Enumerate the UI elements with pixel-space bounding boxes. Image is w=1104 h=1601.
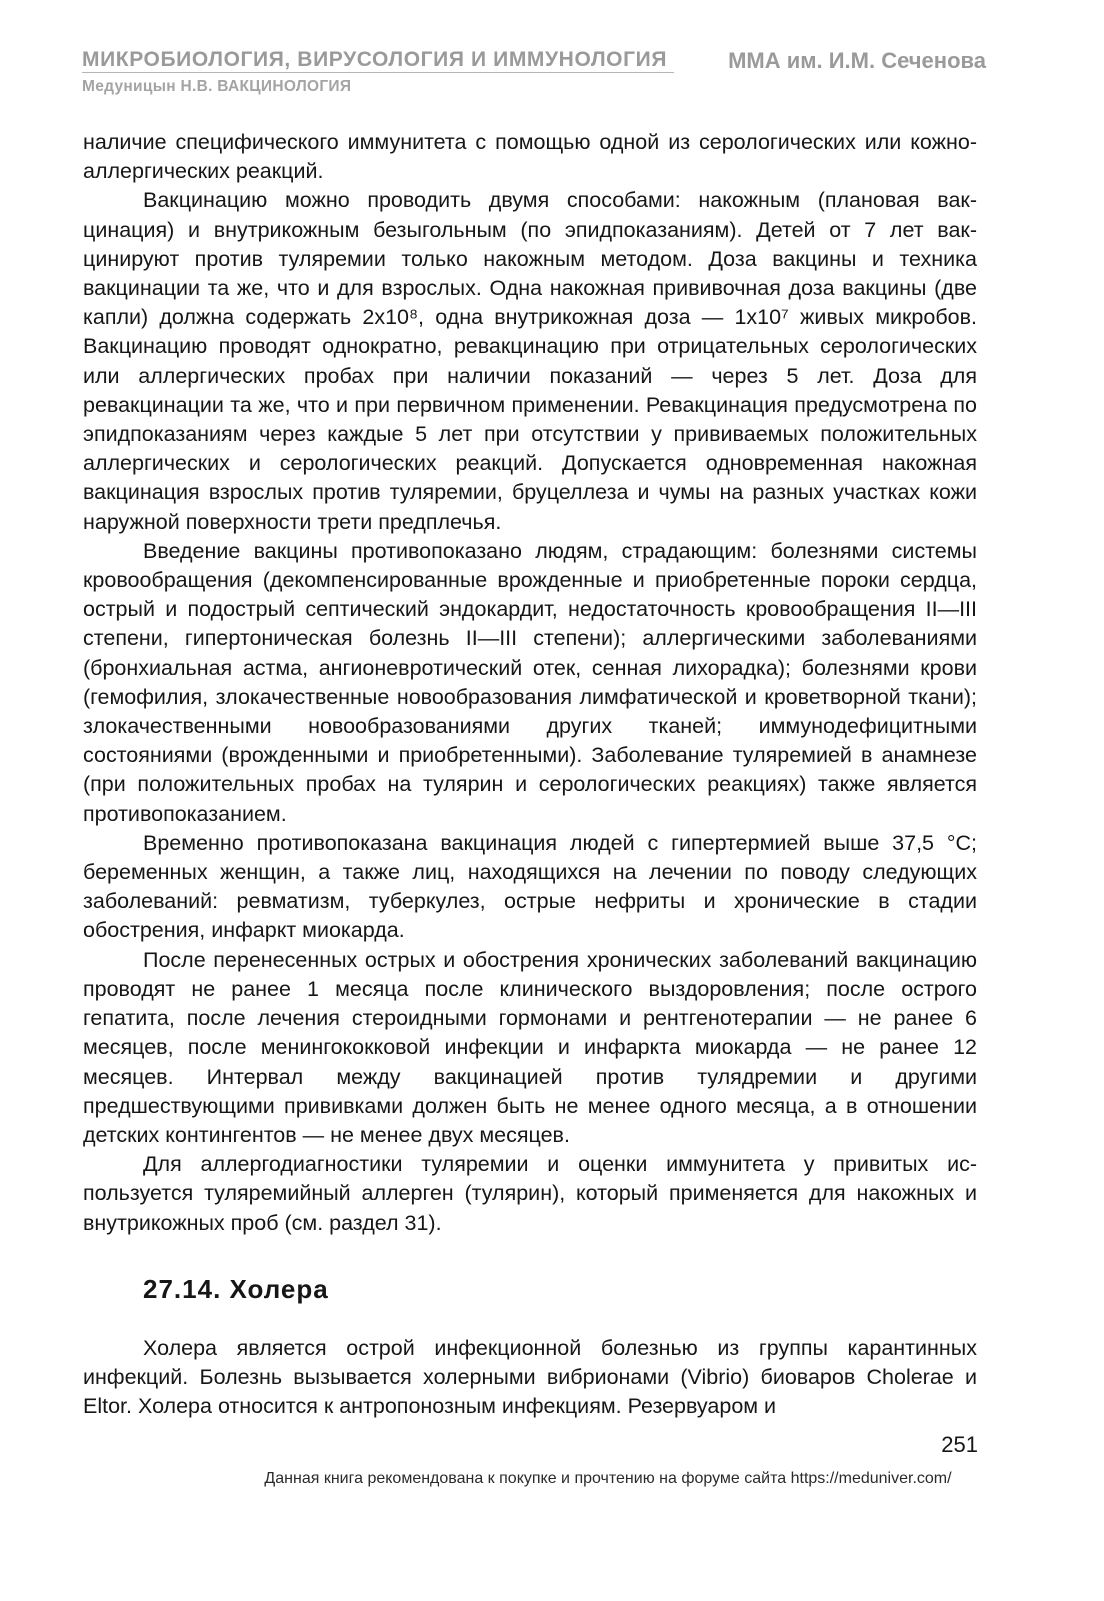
header-rule bbox=[82, 72, 674, 73]
section-heading: 27.14. Холера bbox=[143, 1274, 329, 1304]
page-number: 251 bbox=[941, 1432, 978, 1457]
paragraph: наличие специфического иммунитета с помощью одной из серологических или кожно-аллергических реакций. bbox=[83, 130, 977, 184]
header-title: МИКРОБИОЛОГИЯ, ВИРУСОЛОГИЯ И ИММУНОЛОГИЯ bbox=[82, 48, 668, 71]
body-text bbox=[83, 128, 977, 1238]
paragraph: После перенесенных острых и обострения хронических заболеваний вакцинацию проводят не ранее 1 месяца после клинического выздоровления; после острого гепатита, после лечения стероидными гормонами и рентгенотерапии — не ранее 6 месяцев, после менингококковой инфекции и инфаркта миокарда — не ранее 12 месяцев. Интервал между вакцинацией против тулядремии и другими предшествующими прививками должен быть не менее одного месяца, а в отношении детских контингентов — не менее двух месяцев. bbox=[83, 947, 977, 1147]
paragraph: Вакцинацию можно проводить двумя способами: накожным (плановая вакцинация) и внутрикожным безыгольным (по эпидпоказаниям). Детей от 7 лет вакцинируют против туляремии только накожным методом. Доза вакцины и техника вакцинации та же, что и для взрослых. Одна накожная прививочная доза вакцины (две капли) должна содержать 2х10⁸, одна внутрикожная доза — 1х10⁷ живых микробов. Вакцинацию проводят однократно, ревакцинацию при отрицательных серологических или аллергических пробах при наличии показаний — через 5 лет. Доза для ревакцинации та же, что и при первичном применении. Ревакцинация предусмотрена по эпидпоказаниям через каждые 5 лет при отсутствии у прививаемых положительных аллергических и серологических реакций. Допускается одновременная накожная вакцинация взрослых против туляремии, бруцеллеза и чумы на разных участках кожи наружной поверхности трети предплечья. bbox=[83, 188, 977, 534]
header-institution: ММА им. И.М. Сеченова bbox=[728, 48, 986, 73]
footer-note: Данная книга рекомендована к покупке и прочтению на форуме сайта https://meduniver.com/ bbox=[264, 1470, 952, 1487]
section-text bbox=[83, 1334, 977, 1422]
paragraph: Для аллергодиагностики туляремии и оценки иммунитета у привитых используется туляремийный аллерген (тулярин), который применяется для накожных и внутрикожных проб (см. раздел 31). bbox=[83, 1152, 977, 1235]
paragraph: Холера является острой инфекционной болезнью из группы карантинных инфекций. Болезнь вызывается холерными вибрионами (Vibrio) биоваров Cholerae и Eltor. Холера относится к антропонозным инфекциям. Резервуаром и bbox=[83, 1336, 977, 1419]
paragraph: Временно противопоказана вакцинация людей с гипертермией выше 37,5 °С; беременных женщин, а также лиц, находящихся на лечении по поводу следующих заболеваний: ревматизм, туберкулез, острые нефриты и хронические в стадии обострения, инфаркт миокарда. bbox=[83, 830, 977, 943]
paragraph: Введение вакцины противопоказано людям, страдающим: болезнями системы кровообращения (декомпенсированные врожденные и приобретенные пороки сердца, острый и подострый септический эндокардит, недостаточность кровообращения II—III степени, гипертоническая болезнь II—III степени); аллергическими заболеваниями (бронхиальная астма, ангионевротический отек, сенная лихорадка); болезнями крови (гемофилия, злокачественные новообразования лимфатической и кроветворной ткани); злокачественными новообразованиями других тканей; иммунодефицитными состояниями (врожденными и приобретенными). Заболевание туляремией в анамнезе (при положительных пробах на тулярин и серологических реакциях) также является противопоказанием. bbox=[83, 538, 977, 826]
header-subtitle: Медуницын Н.В. ВАКЦИНОЛОГИЯ bbox=[82, 78, 352, 95]
running-header bbox=[82, 44, 986, 94]
